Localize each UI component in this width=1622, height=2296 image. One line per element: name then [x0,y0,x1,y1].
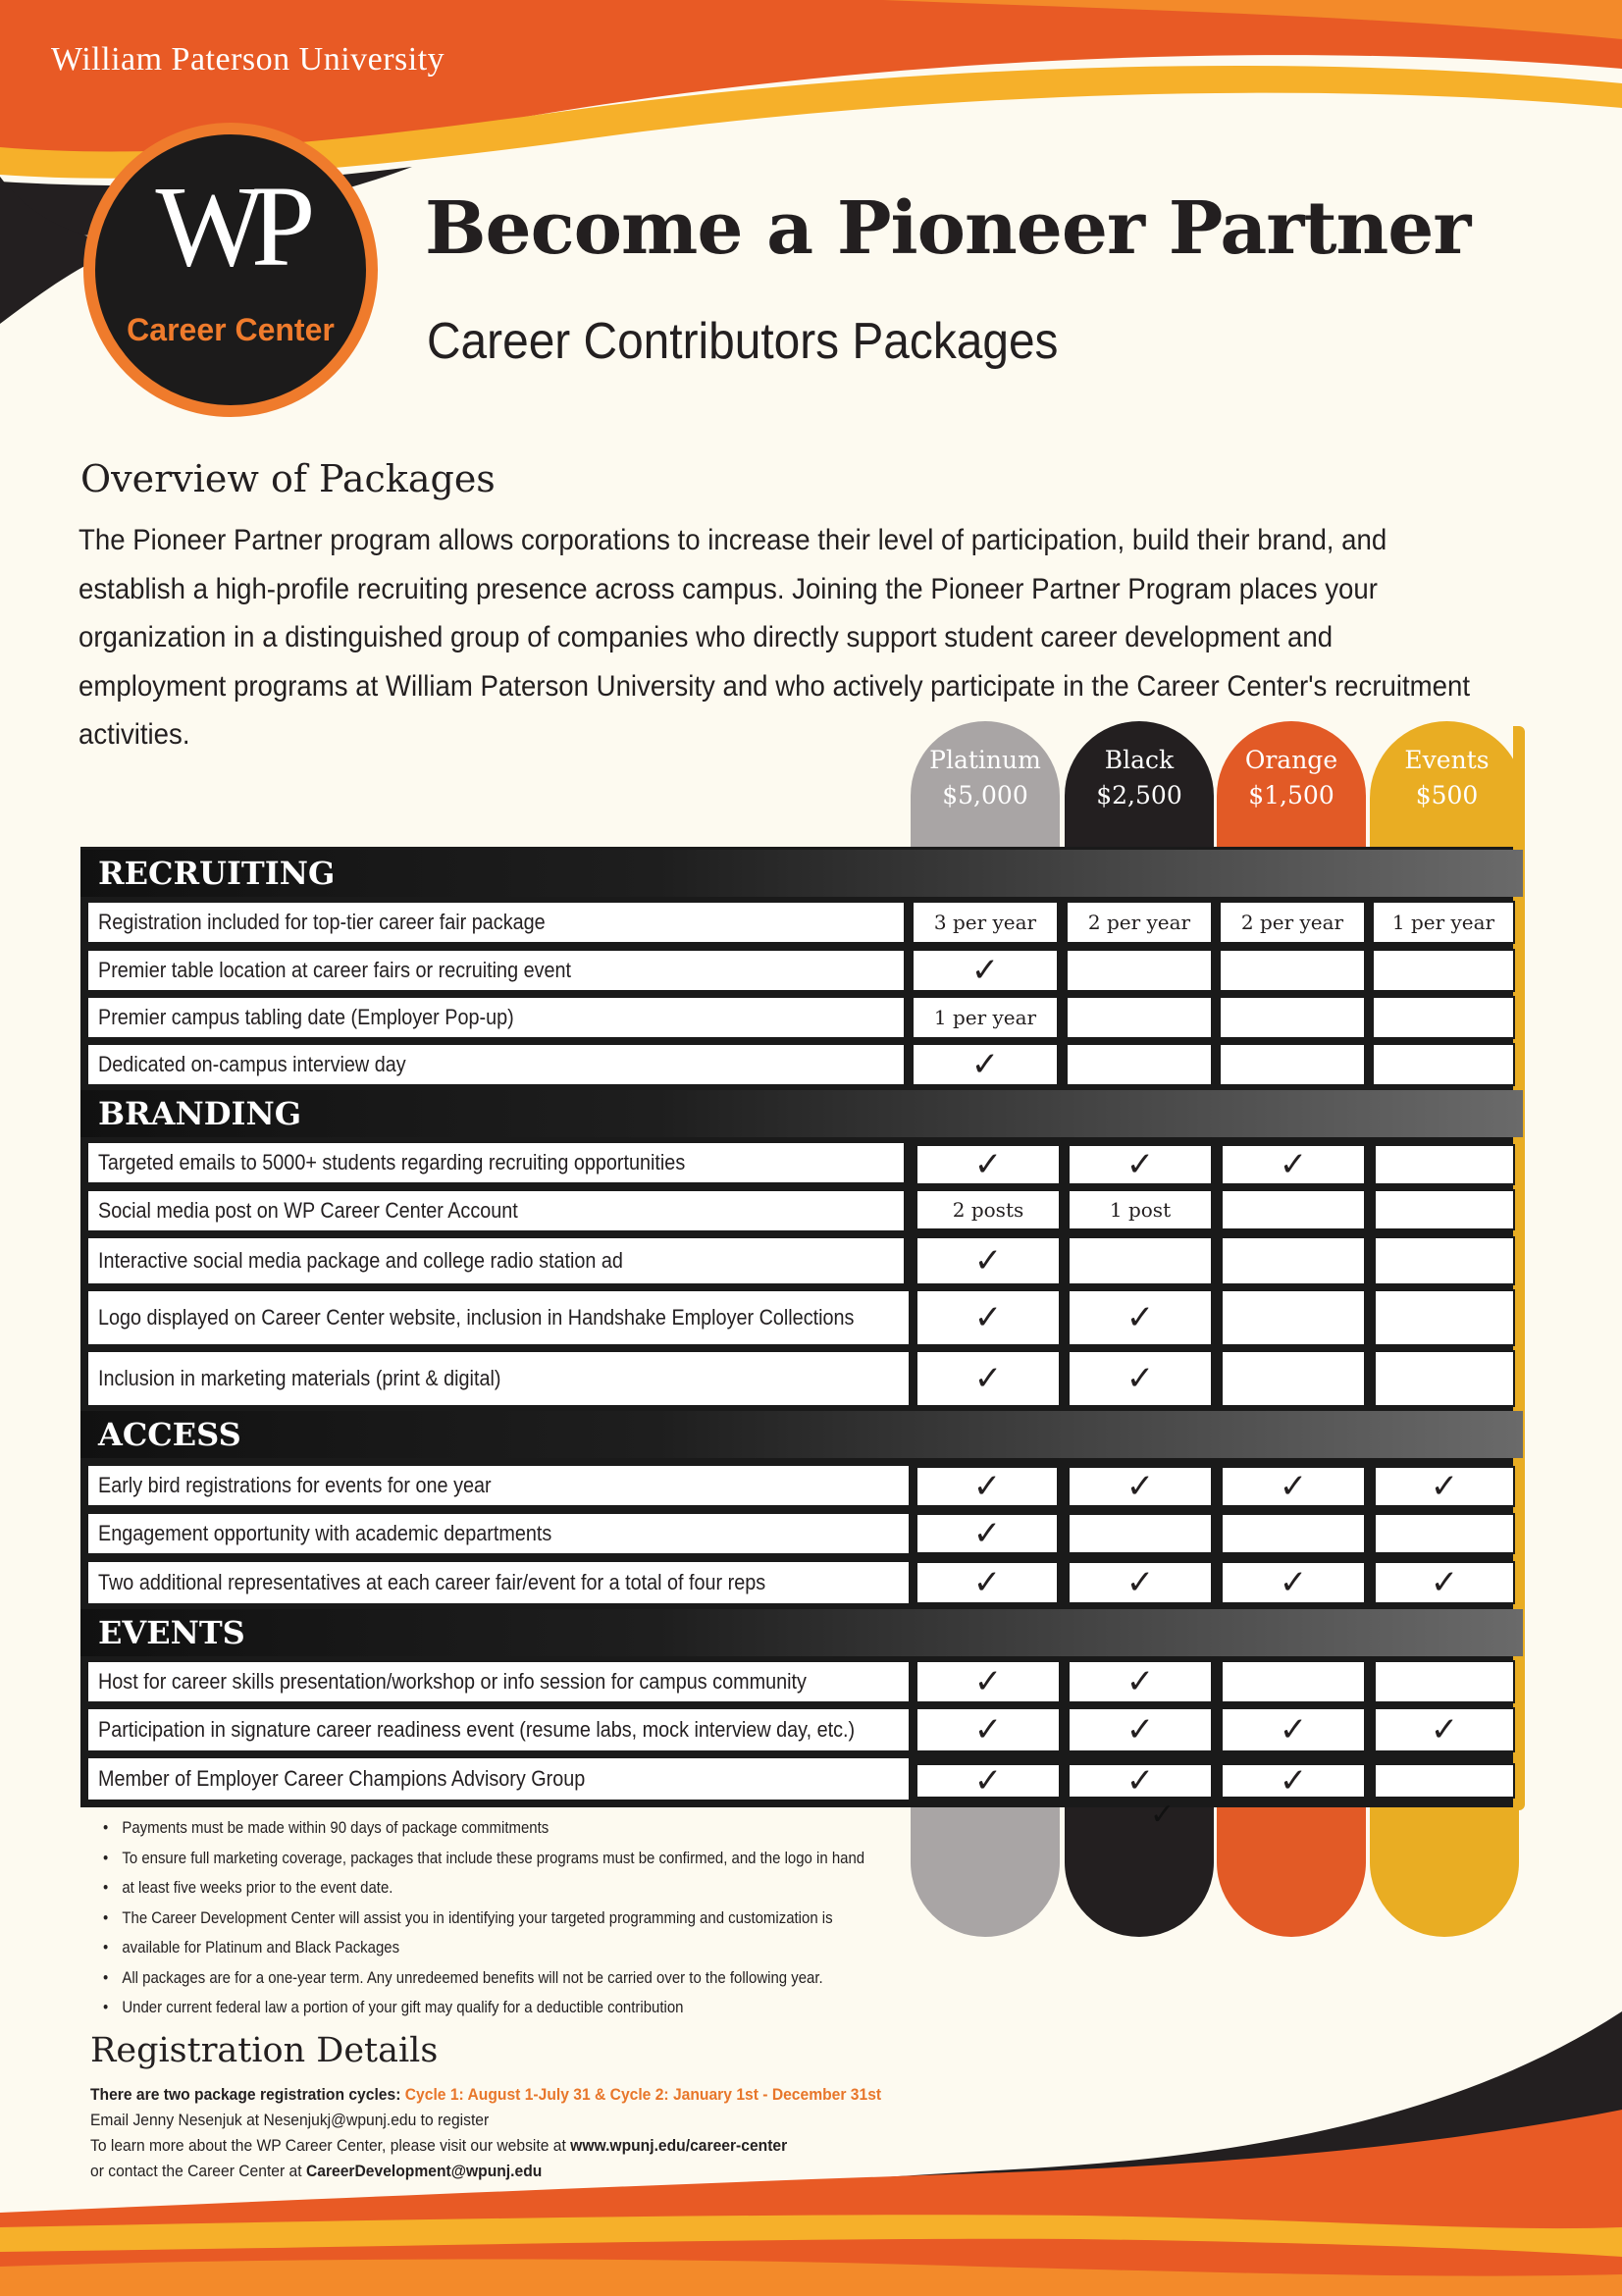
cell-black [1068,1513,1213,1554]
cell-black: 1 post [1068,1189,1213,1230]
cell-orange [1219,1043,1366,1086]
package-name: Orange [1244,746,1338,774]
cell-orange: ✓ [1221,1144,1366,1185]
row-label: Interactive social media package and college radio station ad [86,1236,906,1285]
section-bar-events: EVENTS [80,1609,1523,1656]
row-label: Early bird registrations for events for one year [86,1464,911,1507]
cell-orange [1221,1660,1366,1703]
cell-events [1372,1043,1515,1086]
note-item: • Under current federal law a portion of your gift may qualify for a deductible contribution [103,1993,1012,2023]
cycles-intro: There are two package registration cycles: [90,2085,401,2104]
cell-orange: ✓ [1221,1763,1366,1799]
cell-black: ✓ [1068,1144,1213,1185]
row-label: Engagement opportunity with academic departments [86,1512,911,1555]
row-label: Premier campus tabling date (Employer Pop-up) [86,996,906,1039]
package-price: $2,500 [1096,781,1182,809]
row-label: Two additional representatives at each career fair/event for a total of four reps [86,1560,911,1605]
website-intro: To learn more about the WP Career Center, please visit our website at [90,2136,566,2155]
cell-events [1374,1513,1515,1554]
logo-letters: WP [155,162,302,290]
page-subtitle: Career Contributors Packages [427,313,1059,370]
registration-details [90,2082,881,2184]
cell-orange: ✓ [1221,1707,1366,1752]
cell-orange [1219,996,1366,1039]
stray-check-icon: ✓ [1150,1798,1176,1832]
cell-platinum: ✓ [916,1763,1061,1799]
section-bar-recruiting: RECRUITING [80,850,1523,897]
row-label: Participation in signature career readiness event (resume labs, mock interview day, etc.) [86,1707,911,1752]
section-bar-branding: BRANDING [80,1090,1523,1137]
cell-events [1374,1189,1515,1230]
cell-events [1374,1350,1515,1407]
cell-orange [1219,949,1366,992]
contact-email-link[interactable]: CareerDevelopment@wpunj.edu [305,2162,543,2180]
cell-black: ✓ [1068,1763,1213,1799]
overview-heading: Overview of Packages [80,457,496,500]
cell-orange [1221,1350,1366,1407]
cell-events [1372,949,1515,992]
university-name: William Paterson University [51,41,445,78]
note-item: • To ensure full marketing coverage, packages that include these programs must be confirmed, and the logo in hand [103,1844,1012,1874]
cell-platinum: 2 posts [916,1189,1061,1230]
cell-platinum: 3 per year [912,901,1059,944]
package-name: Events [1404,746,1490,774]
cell-events [1374,1289,1515,1346]
note-item: • Payments must be made within 90 days of package commitments [103,1813,1012,1844]
cell-platinum: ✓ [912,949,1059,992]
row-label: Registration included for top-tier career fair package [86,901,906,944]
cell-platinum: ✓ [916,1466,1059,1507]
registration-heading: Registration Details [90,2031,439,2070]
cell-black: ✓ [1068,1561,1213,1604]
cell-orange: 2 per year [1219,901,1366,944]
package-price: $5,000 [942,781,1028,809]
cell-orange: ✓ [1221,1561,1366,1604]
email-line: Email Jenny Nesenjuk at Nesenjukj@wpunj.edu to register [90,2111,490,2129]
cell-platinum: ✓ [916,1660,1061,1703]
package-name: Black [1104,746,1175,774]
cell-events [1374,1763,1515,1799]
cell-events [1372,996,1515,1039]
cell-events [1374,1144,1515,1185]
cell-black [1068,1236,1213,1285]
cell-black: ✓ [1068,1660,1213,1703]
cell-events [1374,1660,1515,1703]
package-price: $500 [1415,781,1479,809]
cell-platinum: ✓ [916,1236,1061,1285]
overview-body: The Pioneer Partner program allows corporations to increase their level of participation, build their brand, and establish a high-profile recruiting presence across campus. Joining the Pioneer Partner Program places your organization in a distinguished group of companies who directly support student career development and employment programs at William Paterson University and who actively participate in the Career Center's recruitment activities. [78,524,1471,751]
row-label: Dedicated on-campus interview day [86,1043,906,1086]
note-item-continued: • available for Platinum and Black Packages [103,1933,1012,1963]
cell-black [1066,996,1213,1039]
cell-black: 2 per year [1066,901,1213,944]
row-label: Premier table location at career fairs or recruiting event [86,949,906,992]
notes-list [103,1813,908,2023]
package-price: $1,500 [1248,781,1334,809]
cell-events [1374,1236,1515,1285]
cell-platinum: ✓ [916,1144,1061,1185]
cell-black [1066,1043,1213,1086]
cell-platinum: ✓ [912,1043,1059,1086]
cell-orange [1221,1189,1366,1230]
cell-events: ✓ [1374,1707,1515,1752]
cell-events: ✓ [1374,1466,1515,1507]
cell-platinum: ✓ [916,1350,1061,1407]
cell-events: ✓ [1374,1561,1515,1604]
row-label: Member of Employer Career Champions Advisory Group [86,1756,911,1801]
cell-black: ✓ [1068,1350,1213,1407]
cell-black: ✓ [1068,1466,1213,1507]
row-label: Social media post on WP Career Center Account [86,1189,906,1232]
cell-black [1066,949,1213,992]
row-label: Inclusion in marketing materials (print & digital) [86,1350,911,1407]
cell-orange [1221,1513,1366,1554]
cell-platinum: ✓ [916,1289,1061,1346]
cell-orange: ✓ [1221,1466,1366,1507]
website-link[interactable]: www.wpunj.edu/career-center [570,2136,788,2155]
page-title: Become a Pioneer Partner [425,186,1471,271]
row-label: Logo displayed on Career Center website, inclusion in Handshake Employer Collections [86,1289,911,1346]
cell-black: ✓ [1068,1707,1213,1752]
cell-orange [1221,1289,1366,1346]
note-item-continued: • at least five weeks prior to the event date. [103,1873,1012,1904]
cell-orange [1221,1236,1366,1285]
section-bar-access: ACCESS [80,1411,1523,1458]
note-item: • The Career Development Center will assist you in identifying your targeted programming and customization is [103,1904,1012,1934]
package-name: Platinum [929,746,1041,774]
logo-caption: Career Center [127,312,335,347]
cell-platinum: ✓ [916,1707,1061,1752]
cell-platinum: ✓ [916,1561,1059,1604]
cycles-dates: Cycle 1: August 1-July 31 & Cycle 2: January 1st - December 31st [404,2085,882,2104]
cell-platinum: 1 per year [912,996,1059,1039]
cell-black: ✓ [1068,1289,1213,1346]
row-label: Targeted emails to 5000+ students regarding recruiting opportunities [86,1141,906,1184]
contact-intro: or contact the Career Center at [90,2162,302,2180]
cell-platinum: ✓ [916,1513,1059,1554]
cell-events: 1 per year [1372,901,1515,944]
note-item: • All packages are for a one-year term. Any unredeemed benefits will not be carried over to the following year. [103,1963,1012,1994]
row-label: Host for career skills presentation/workshop or info session for campus community [86,1660,911,1703]
